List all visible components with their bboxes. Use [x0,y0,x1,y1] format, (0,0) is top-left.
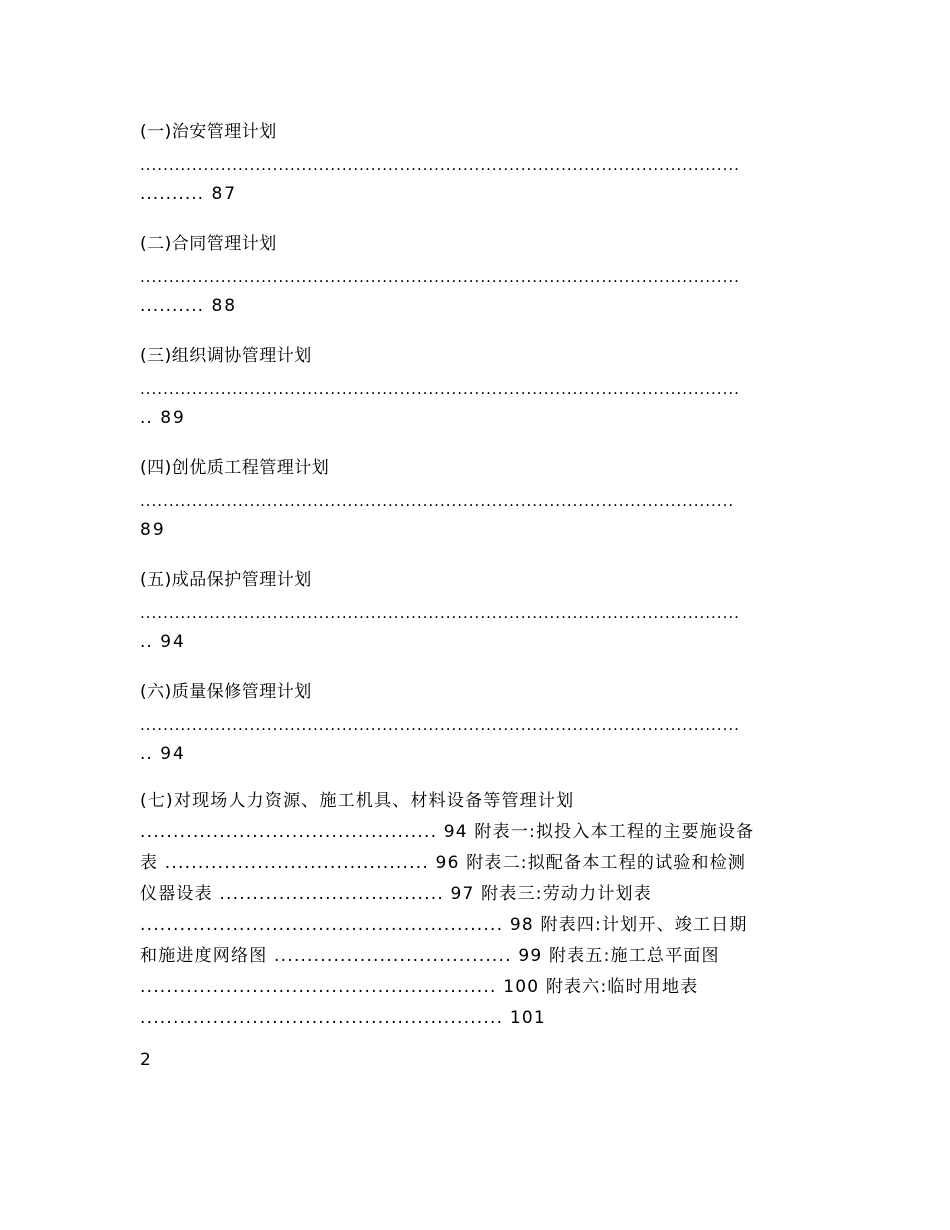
toc-tail-dots: .......... [140,296,205,316]
toc-entry-title: (一)治安管理计划 [140,122,277,142]
toc-entry-tail [140,520,820,540]
toc-page-number: 89 [160,408,186,428]
toc-entry-title: (三)组织调协管理计划 [140,346,312,366]
toc-entry-tail [140,744,820,764]
toc-block-line[interactable]: ....................................................... 98 附表四:计划开、竣工日期 [140,915,748,935]
toc-tail-dots: .......... [140,184,205,204]
toc-entry-tail [140,184,820,204]
toc-entry[interactable] [140,570,820,652]
toc-entry[interactable] [140,122,820,204]
toc-entry-title: (二)合同管理计划 [140,234,277,254]
toc-appendix-block [140,786,830,1034]
toc-block-line[interactable]: (七)对现场人力资源、施工机具、材料设备等管理计划 [140,791,575,811]
toc-leader-dots: ........................................................................................................ [140,268,740,286]
toc-block-line[interactable]: ...................................................... 100 附表六:临时用地表 [140,977,699,997]
toc-block-line[interactable]: 仪器设表 .................................. 97 附表三:劳动力计划表 [140,884,652,904]
toc-leader-dots: ........................................................................................................ [140,156,740,174]
toc-entry[interactable] [140,234,820,316]
toc-block-line[interactable]: 表 ........................................ 96 附表二:拟配备本工程的试验和检测 [140,853,747,873]
page-number: 2 [140,1050,151,1070]
toc-block-line[interactable]: ....................................................... 101 [140,1008,546,1028]
toc-leader-dots: ........................................................................................................ [140,716,740,734]
toc-entry-tail [140,408,820,428]
toc-page-number: 94 [160,744,186,764]
toc-entry[interactable] [140,682,820,764]
toc-tail-dots: .. [140,744,153,764]
toc-entry-title: (五)成品保护管理计划 [140,570,312,590]
toc-page-number: 88 [211,296,238,316]
toc-page-number: 94 [160,632,186,652]
toc-entry-title: (四)创优质工程管理计划 [140,458,330,478]
toc-page-number: 87 [211,184,238,204]
toc-block-line[interactable]: ............................................. 94 附表一:拟投入本工程的主要施设备 [140,822,755,842]
toc-entry-tail [140,632,820,652]
toc-tail-dots: .. [140,632,153,652]
toc-entry[interactable] [140,346,820,428]
toc-entry-tail [140,296,820,316]
toc-leader-dots: ....................................................................................................... [140,492,735,510]
toc-leader-dots: ........................................................................................................ [140,380,740,398]
toc-tail-dots: .. [140,408,153,428]
toc-entry[interactable] [140,458,820,540]
toc-block-line[interactable]: 和施进度网络图 .................................... 99 附表五:施工总平面图 [140,946,720,966]
toc-page-number: 89 [140,520,166,540]
toc-entry-title: (六)质量保修管理计划 [140,682,312,702]
toc-leader-dots: ........................................................................................................ [140,604,740,622]
